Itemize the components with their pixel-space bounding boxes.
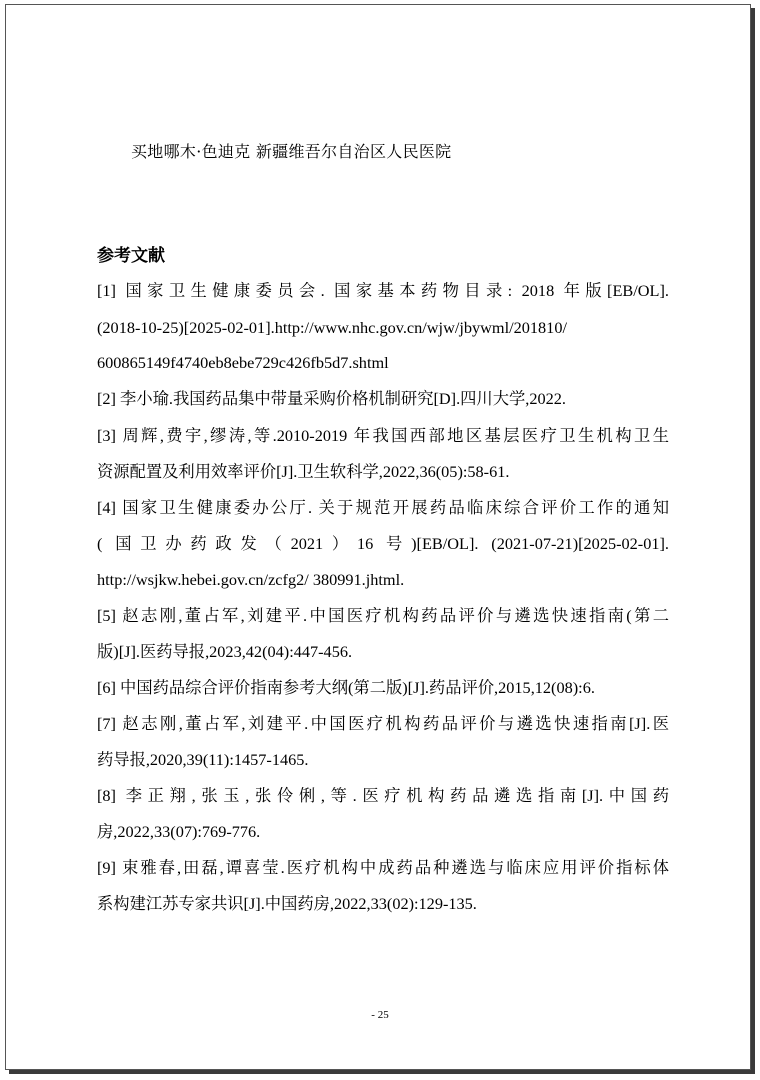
reference-line: [8] 李正翔,张玉,张伶俐,等.医疗机构药品遴选指南[J].中国药 bbox=[97, 786, 669, 805]
reference-line: ( 国卫办药政发（2021）16 号)[EB/OL]. (2021-07-21)[2025-02-01]. bbox=[97, 534, 669, 553]
reference-line: 600865149f4740eb8ebe729c426fb5d7.shtml bbox=[97, 353, 389, 372]
page-number: - 25 bbox=[371, 1009, 389, 1021]
author-affiliation: 买地哪木·色迪克 新疆维吾尔自治区人民医院 bbox=[131, 142, 452, 161]
reference-line: 药导报,2020,39(11):1457-1465. bbox=[97, 750, 309, 769]
reference-line: [7] 赵志刚,董占军,刘建平.中国医疗机构药品评价与遴选快速指南[J].医 bbox=[97, 714, 669, 733]
reference-line: [3] 周辉,费宇,缪涛,等.2010-2019 年我国西部地区基层医疗卫生机构卫生 bbox=[97, 426, 669, 445]
references-heading: 参考文献 bbox=[97, 246, 165, 266]
reference-line: [6] 中国药品综合评价指南参考大纲(第二版)[J].药品评价,2015,12(08):6. bbox=[97, 678, 595, 697]
reference-line: 房,2022,33(07):769-776. bbox=[97, 822, 261, 841]
reference-line: 资源配置及利用效率评价[J].卫生软科学,2022,36(05):58-61. bbox=[97, 462, 510, 481]
reference-line: [1] 国家卫生健康委员会. 国家基本药物目录: 2018 年版[EB/OL]. bbox=[97, 281, 669, 300]
reference-line: [9] 束雅春,田磊,谭喜莹.医疗机构中成药品种遴选与临床应用评价指标体 bbox=[97, 858, 669, 877]
reference-line: http://wsjkw.hebei.gov.cn/zcfg2/ 380991.jhtml. bbox=[97, 570, 405, 589]
reference-line: 系构建江苏专家共识[J].中国药房,2022,33(02):129-135. bbox=[97, 894, 477, 913]
reference-line: [2] 李小瑜.我国药品集中带量采购价格机制研究[D].四川大学,2022. bbox=[97, 389, 566, 408]
reference-line: [4] 国家卫生健康委办公厅. 关于规范开展药品临床综合评价工作的通知 bbox=[97, 498, 669, 517]
reference-line: 版)[J].医药导报,2023,42(04):447-456. bbox=[97, 642, 353, 661]
reference-line: (2018-10-25)[2025-02-01].http://www.nhc.gov.cn/wjw/jbywml/201810/ bbox=[97, 318, 567, 337]
reference-line: [5] 赵志刚,董占军,刘建平.中国医疗机构药品评价与遴选快速指南(第二 bbox=[97, 606, 669, 625]
